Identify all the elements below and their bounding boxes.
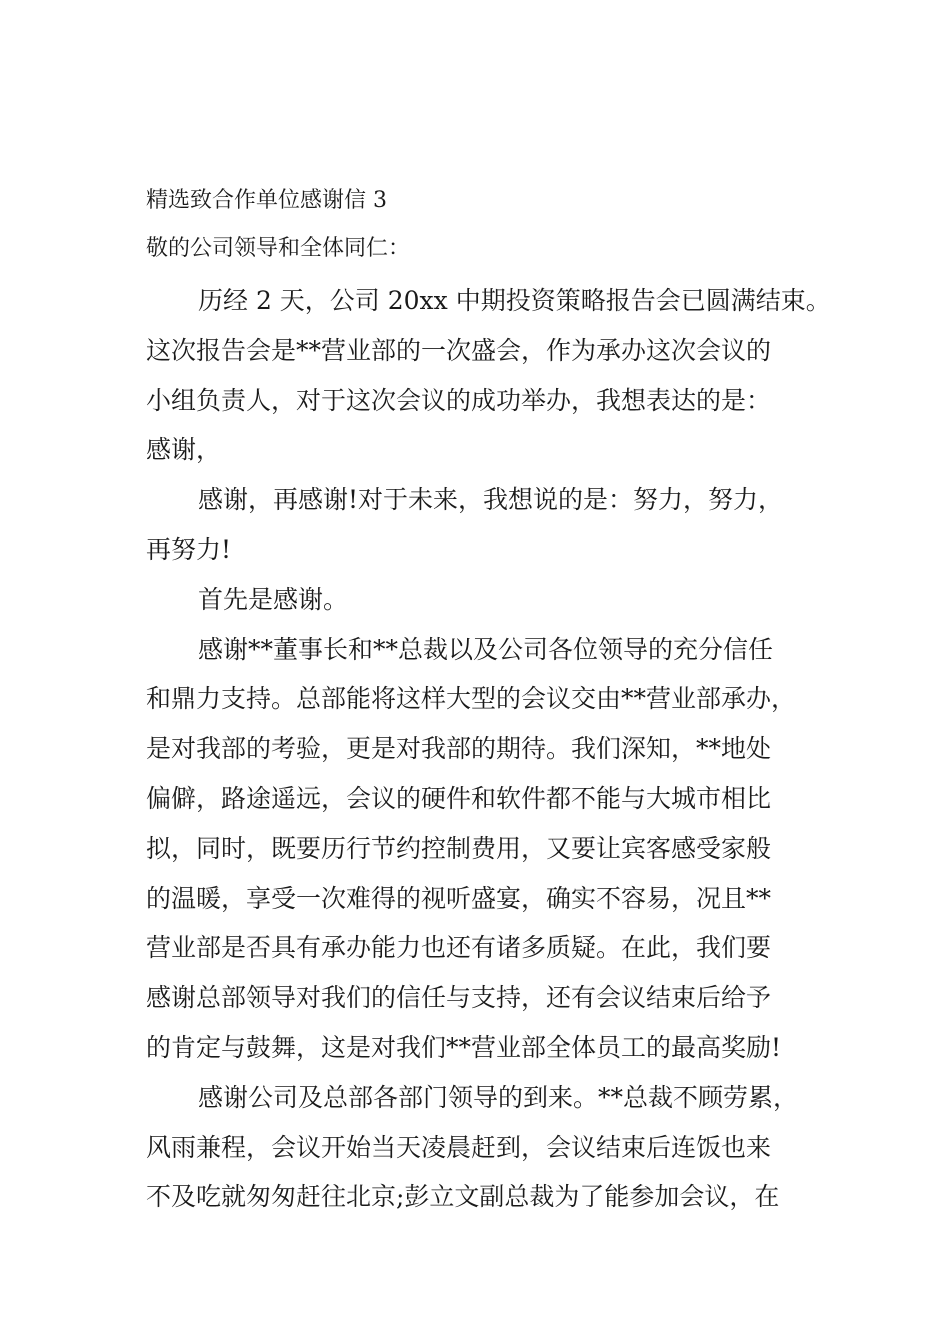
body-line: 这次报告会是**营业部的一次盛会，作为承办这次会议的 [146, 335, 772, 365]
body-line: 历经 2 天，公司 20xx 中期投资策略报告会已圆满结束。 [198, 286, 831, 315]
body-line: 风雨兼程，会议开始当天凌晨赶到，会议结束后连饭也来 [146, 1132, 772, 1162]
body-line: 营业部是否具有承办能力也还有诸多质疑。在此，我们要 [146, 933, 772, 963]
body-line: 首先是感谢。 [198, 584, 349, 614]
body-line: 拟，同时，既要历行节约控制费用，又要让宾客感受家般 [146, 833, 772, 863]
body-line: 再努力! [146, 534, 232, 564]
salutation: 敬的公司领导和全体同仁： [146, 236, 411, 261]
body-line: 是对我部的考验，更是对我部的期待。我们深知，**地处 [146, 734, 772, 764]
body-line: 感谢公司及总部各部门领导的到来。**总裁不顾劳累， [198, 1082, 799, 1112]
body-line: 感谢总部领导对我们的信任与支持，还有会议结束后给予 [146, 983, 772, 1013]
body-line: 的温暖，享受一次难得的视听盛宴，确实不容易，况且** [146, 883, 772, 913]
body-line: 感谢，再感谢!对于未来，我想说的是：努力，努力， [198, 485, 784, 515]
body-line: 感谢**董事长和**总裁以及公司各位领导的充分信任 [198, 634, 774, 664]
body-line: 不及吃就匆匆赶往北京;彭立文副总裁为了能参加会议，在 [146, 1182, 780, 1212]
body-line: 和鼎力支持。总部能将这样大型的会议交由**营业部承办， [146, 684, 797, 714]
body-line: 的肯定与鼓舞，这是对我们**营业部全体员工的最高奖励! [146, 1032, 782, 1062]
body-line: 小组负责人，对于这次会议的成功举办，我想表达的是： [146, 385, 772, 415]
body-line: 感谢， [146, 435, 222, 465]
body-line: 偏僻，路途遥远，会议的硬件和软件都不能与大城市相比 [146, 783, 772, 813]
letter-body [146, 276, 831, 1222]
document-title: 精选致合作单位感谢信 3 [146, 188, 387, 213]
